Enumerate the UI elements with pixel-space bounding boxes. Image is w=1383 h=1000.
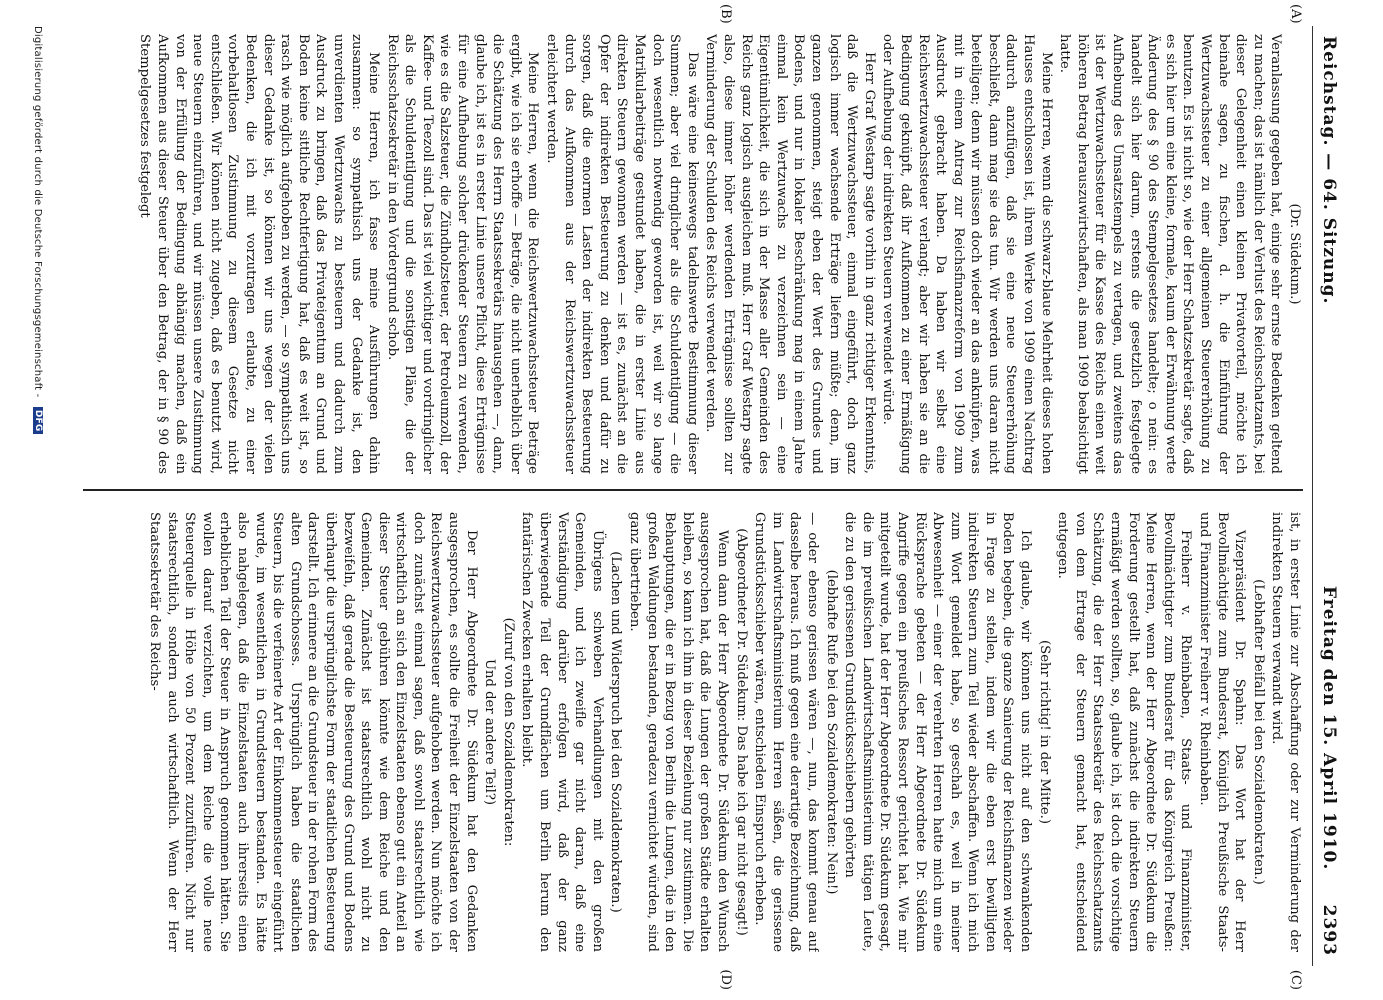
margin-letter-b: (B): [718, 4, 733, 24]
margin-letter-d: (D): [718, 969, 733, 990]
paragraph: Veranlassung gegeben hat, einige sehr ernste Bedenken geltend zu machen; das ist nämlich der Verlust des Reichsschatzamts, bei dieser Gelegenheit einen kleinen Privatvorteil, möchte ich beinahe sagen, zu fischen, d. h. die Einführung der Wertzuwachssteuer zu einer allgemeinen Steuererhöhung zu benutzen. Es ist nicht so, wie der Herr Schatzsekretär sagte, daß es sich hier um eine kleine, formale, kaum der Erwähnung werte Änderung des § 90 des Stempelgesetzes handelte; o nein: es handelt sich hier darum, erstens die gesetzlich festgelegte Aufhebung des Umsatzstempels zu vertagen, und zweitens das ist der Wertzuwachssteuer für die Kasse des Reichs einen weit höheren Betrag herauszuwirtschaften, als man 1909 beabsichtigt hatte.: [1057, 34, 1284, 474]
paragraph: Meine Herren, ich fasse meine Ausführungen dahin zusammen: so sympathisch uns der Gedanke ist, den unverdienten Wertzuwachs zu besteuern und dadurch zum Ausdruck zu bringen, daß das Privateigentum an Grund und Boden keine sittliche Rechtfertigung hat, daß es weit ist, so rasch wie möglich aufgehoben zu werden, — so sympathisch uns dieser Gedanke ist, so können wir uns wegen der vielen Bedenken, die ich mit vorzutragen erlaubte, zu einer vorbehaltlosen Zustimmung zu diesem Gesetze nicht entschließen. Wir können nicht zugeben, daß es benutzt wird, neue Steuern einzuführen, und wir müssen unsere Zustimmung von der Erfüllung der Bedingung abhängig machen, daß ein Aufkommen aus dieser Steuer über den Betrag, der in § 90 des Stempelgesetzes festgelegt: [137, 34, 382, 474]
scanned-page: [32, 4, 1343, 990]
header-date: Freitag den 15. April 1910.: [1319, 586, 1339, 871]
paragraph: Meine Herren, wenn die schwarz-blaue Mehrheit dieses hohen Hauses entschlossen ist, ihrem Werke von 1909 einen Nachtrag dadurch anzufügen, daß sie eine neue Steuererhöhung beschließt, dann mag sie das tun. Wir werden uns daran nicht beteiligen; denn wir müssen doch wieder an das anknüpfen, was mit in einem Antrag zur Reichsfinanzreform von 1909 zum Ausdruck gebracht haben. Da haben wir selbst eine Reichswertzuwachssteuer verlangt; aber wir haben sie an die Bedingung geknüpft, daß ihr Aufkommen zu einer Ermäßigung oder Aufhebung der indirekten Steuern verwendet würde.: [880, 34, 1054, 474]
reaction: (Abgeordneter Dr. Südekum: Das habe ich gar nicht gesagt!): [733, 528, 749, 936]
paragraph: Der Herr Abgeordnete Dr. Südekum hat den Gedanken ausgesprochen, es sollte die Freiheit der Einzelstaaten von der Reichswertzuwachssteuer aufgehoben werden. Nun möchte ich doch zunächst einmal sagen, daß sowohl staatsrechtlich wie wirtschaftlich an sich den Einzelstaaten ebenso gut ein Anteil an dieser Steuer gebühren könnte wie dem Reiche und den Gemeinden. Zunächst ist staatsrechtlich wohl nicht zu bezweifeln, daß gerade die Besteuerung des Grund und Bodens überhaupt die ursprünglichste Form der staatlichen Besteuerung darstellt. Ich erinnere an die Grundsteuer in der rohen Form des alten Grundschosses. Ursprünglich haben die staatlichen Steuern, bis die verfeinerte Art der Einkommensteuer eingeführt wurde, im wesentlichen in Grundsteuern bestanden. Es hätte also nahgelegen, daß die Einzelstaaten auch ihrerseits einen erheblichen Teil der Steuer in Anspruch genommen hätten. Sie wollen darauf verzichten, um dem Reiche die volle neue Steuerquelle in Höhe von 50 Prozent zuzuführen. Nicht nur staatsrechtlich, sondern auch wirtschaftlich. Wenn der Herr Staatssekretär des Reichs-: [147, 512, 479, 952]
right-column: [83, 512, 1303, 952]
digitization-text: Digitalisierung gefördert durch die Deutsche Forschungsgemeinschaft -: [32, 26, 43, 398]
paragraph: ist, in erster Linie zur Abschaffung oder zur Verminderung der indirekten Steuern verwandt wird.: [1269, 512, 1302, 952]
paragraph: — oder ebenso gerissen wären —, nun, das kommt genau auf dasselbe heraus. Ich muß gegen eine derartige Bezeichnung, daß im Landwirtschaftsministerium Herren säßen, die gerissene Grundstücksschieber wären, entschieden Einspruch erheben.: [752, 512, 820, 952]
column-divider: [83, 489, 1303, 491]
paragraph: Das wäre eine keineswegs tadelnswerte Bestimmung dieser Summen; aber viel dringlicher als die Schuldentilgung — die doch wesentlich notwendig geworden ist, weil wir so lange Matrikularbeiträge gestundet haben, die in erster Linie aus direkten Steuern gewonnen werden — ist es, zunächst an die Opfer der indirekten Besteuerung zu denken und dafür zu sorgen, daß die enormen Lasten der indirekten Besteuerung durch das Aufkommen aus der Reichswertzuwachssteuer erleichtert werden.: [544, 34, 700, 474]
margin-letter-a: (A): [1288, 4, 1303, 24]
paragraph: Übrigens schweben Verhandlungen mit den großen Gemeinden, und ich zweifle gar nicht daran, daß eine Verständigung darüber erfolgen wird, daß der ganz überwiegende Teil der Grundflächen um Berlin herum den fantärischen Zwecken erhalten bleibt.: [519, 512, 605, 952]
margin-letter-c: (C): [1288, 969, 1303, 990]
paragraph: Freiherr v. Rheinbaben, Staats- und Finanzminister, Bevollmächtigter zum Bundesrat für das Königreich Preußen: Meine Herren, wenn der Herr Abgeordnete Dr. Südekum die Forderung gestellt hat, daß zunächst die indirekten Steuern ermäßigt werden sollten, so, glaube ich, ist doch die vorsichtige Schätzung, die der Herr Staatssekretär des Reichsschatzamts von dem Ertrage der Steuern gemacht hat, entscheidend entgegen.: [1055, 512, 1194, 952]
reaction: (Lachen und Widerspruch bei den Sozialdemokraten.): [608, 551, 624, 913]
paragraph: Vizepräsident Dr. Spahn: Das Wort hat der Herr Bevollmächtigte zum Bundesrat, Königlich Preußische Staats- und Finanzminister Freiherr v. Rheinbaben.: [1197, 512, 1248, 952]
reaction: (lebhafte Rufe bei den Sozialdemokraten: Nein!): [823, 569, 839, 895]
reaction: (Zuruf von den Sozialdemokraten:: [500, 617, 516, 847]
page-number: 2393: [1319, 904, 1339, 956]
reaction: Und der andere Teil?): [482, 658, 498, 806]
speaker-tag: (Dr. Südekum.): [1287, 203, 1302, 305]
header-left: Reichstag. — 64. Sitzung.: [1319, 36, 1339, 305]
header-rule: [1312, 26, 1313, 966]
running-head: [1313, 26, 1343, 966]
digitization-note: [32, 26, 43, 434]
paragraph: Meine Herren, wenn die Reichswertzuwachssteuer Beträge ergibt, wie ich sie erhoffe — Beträge, die nicht unerheblich über die Schätzung des Herrn Staatssekretärs hinausgehen —, dann, glaube ich, ist es in erster Linie unsere Pflicht, diese Erträgnisse für eine Aufhebung solcher drückender Steuern zu verwenden, wie es die Salzsteuer, die Zündholzsteuer, der Petroleumzoll, der Kaffee- und Teezoll sind. Das ist viel wichtiger und vordringlicher als die Schuldentilgung und die sonstigen Pläne, die der Reichsschatzsekretär in den Vordergrund schob.: [384, 34, 541, 474]
reaction: (Lebhafter Beifall bei den Sozialdemokraten.): [1250, 579, 1266, 885]
reaction: (Sehr richtig! in der Mitte.): [1036, 640, 1052, 824]
paragraph: Herr Graf Westarp sagte vorhin in ganz richtiger Erkenntnis, daß die Wertzuwachssteuer, einmal eingeführt, doch ganz logisch immer wachsende Erträge liefern müßte; denn, im ganzen genommen, steigt eben der Wert des Grundes und Bodens, und nur in lokaler Beschränkung mag in einem Jahre einmal kein Wertzuwachs zu verzeichnen sein — eine Eigentümlichkeit, die sich in der Masse aller Gemeinden des Reichs ganz logisch ausgleichen muß. Herr Graf Westarp sagte also, diese immer höher werdenden Erträgnisse sollten zur Verminderung der Schulden des Reichs verwendet werden.: [703, 34, 877, 474]
left-column: [83, 34, 1303, 474]
paragraph: Wenn dann der Herr Abgeordnete Dr. Südekum den Wunsch ausgesprochen hat, daß die Lungen der großen Städte erhalten bleiben, so kann ich ihm in dieser Beziehung nur zustimmen. Die Behauptungen, die er in Bezug von Berlin die Lungen, die in den großen Waldungen bestanden, geradezu vernichtet würden, sind ganz übertrieben.: [627, 512, 730, 952]
dfg-logo: DFG: [33, 407, 43, 435]
paragraph: Ich glaube, wir können uns nicht auf den schwankenden Boden begeben, die ganze Sanierung der Reichsfinanzen wieder in Frage zu stellen, indem wir die eben erst bewilligten indirekten Steuern zum Teil wieder abschaffen. Wenn ich mich zum Wort gemeldet habe, so geschah es, weil in meiner Abwesenheit — einer der verehrten Herren hatte mich um eine Rücksprache gebeten — der Herr Abgeordnete Dr. Südekum Angriffe gegen ein preußisches Ressort gerichtet hat. Wie mir mitgeteilt wurde, hat der Herr Abgeordnete Dr. Südekum gesagt, die im preußischen Landwirtschaftsministerium tätigen Leute, die zu den gerissenen Grundstücksschiebern gehörten: [842, 512, 1034, 952]
